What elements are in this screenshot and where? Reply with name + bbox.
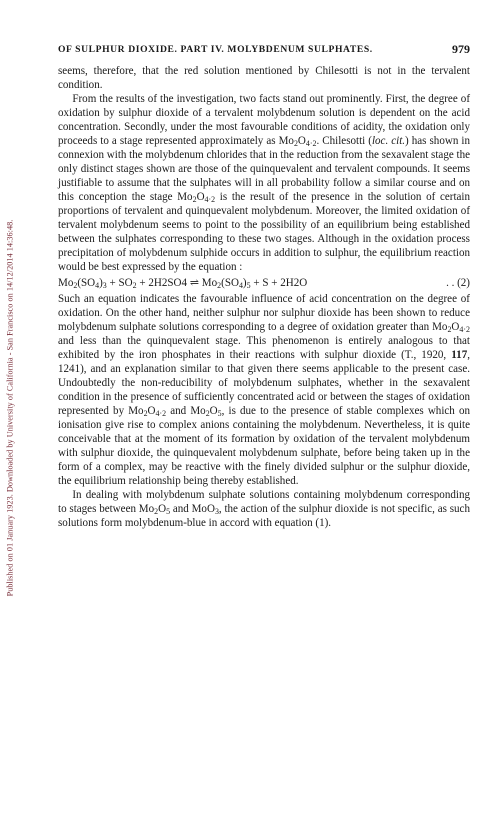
running-header: [58, 42, 470, 58]
paragraph-p2: From the results of the investigation, two facts stand out prominently. First, the degree of oxidation by sulphur dioxide of a tervalent molybdenum solution is dependent on the acid concentration. Secondly, under the most favourable conditions of acidity, the oxidation only proceeds to a stage represented approximately as $Mo_2O_{4\cdot 2}$. Chilesotti (loc. cit.) has shown in connexion with the molybdenum chlorides that in the reduction from the sexavalent stage the only distinct stages shown are those of the quinquevalent and tervalent compounds. It seems justifiable to assume that the sulphates will in all probability follow a similar course and on this conception the stage $Mo_2O_{4\cdot 2}$ is the result of the presence in the solution of certain proportions of tervalent and quinquevalent molybdenum. Moreover, the limited oxidation of tervalent molybdenum seems to point to the possibility of an equilibrium being established between the sulphates corresponding to these two stages. Although in the oxidation process precipitation of molybdenum sulphide occurs in addition to sulphur, the equilibrium reaction would be best expressed by the equation :: [58, 93, 471, 273]
equation-number: . . (2): [446, 277, 470, 289]
download-watermark: [0, 0, 22, 816]
page-number: 979: [452, 42, 470, 56]
download-watermark-text: Published on 01 January 1923. Downloaded by University of California - San Francisco on 14/12/2014 14:36:48.: [5, 219, 15, 597]
paragraph-p4: In dealing with molybdenum sulphate solutions containing molybdenum corresponding to stages between $Mo_2O_5$ and MoO$_3$, the action of the sulphur dioxide is not specific, as such solutions form molybdenum-blue in accord with equation (1).: [58, 489, 470, 529]
equation-text: $Mo_2(SO_4)_3 + SO_2 + 2H2SO4$ ⇌ $Mo_2(SO_4)_5 + S + 2H2O$: [58, 277, 308, 290]
journal-page: [58, 42, 470, 530]
paragraph-p1: seems, therefore, that the red solution mentioned by Chilesotti is not in the tervalent condition.: [58, 65, 470, 91]
running-title: OF SULPHUR DIOXIDE. PART IV. MOLYBDENUM SULPHATES.: [58, 44, 373, 55]
paragraph-p3: Such an equation indicates the favourable influence of acid concentration on the degree of oxidation. On the other hand, neither sulphur nor sulphur dioxide has been shown to reduce molybdenum sulphate solutions corresponding to a degree of oxidation greater than $Mo_2O_{4\cdot 2}$ and less than the quinquevalent stage. This phenomenon is entirely analogous to that exhibited by the iron phosphates in their reactions with sulphur dioxide (T., 1920, 117, 1241), and an explanation similar to that given there seems applicable to the present case. Undoubtedly the non-reducibility of molybdenum sulphates, whether in the sexavalent condition in the presence of sufficiently concentrated acid or between the stages of oxidation represented by $Mo_2O_{4\cdot 2}$ and $Mo_2O_5$, is due to the presence of stable complexes which on ionisation give rise to complex anions containing the molybdenum. Nevertheless, it is quite conceivable that at the moment of its formation by oxidation of the tervalent molybdenum with sulphur dioxide, the quinquevalent molybdenum sulphate, before being taken up in the form of a complex, may be reactive with the finely divided sulphur or the sulphur dioxide, the equilibrium relationship being thereby established.: [58, 293, 470, 487]
article-body: [58, 64, 470, 530]
equation-2: [58, 274, 470, 292]
